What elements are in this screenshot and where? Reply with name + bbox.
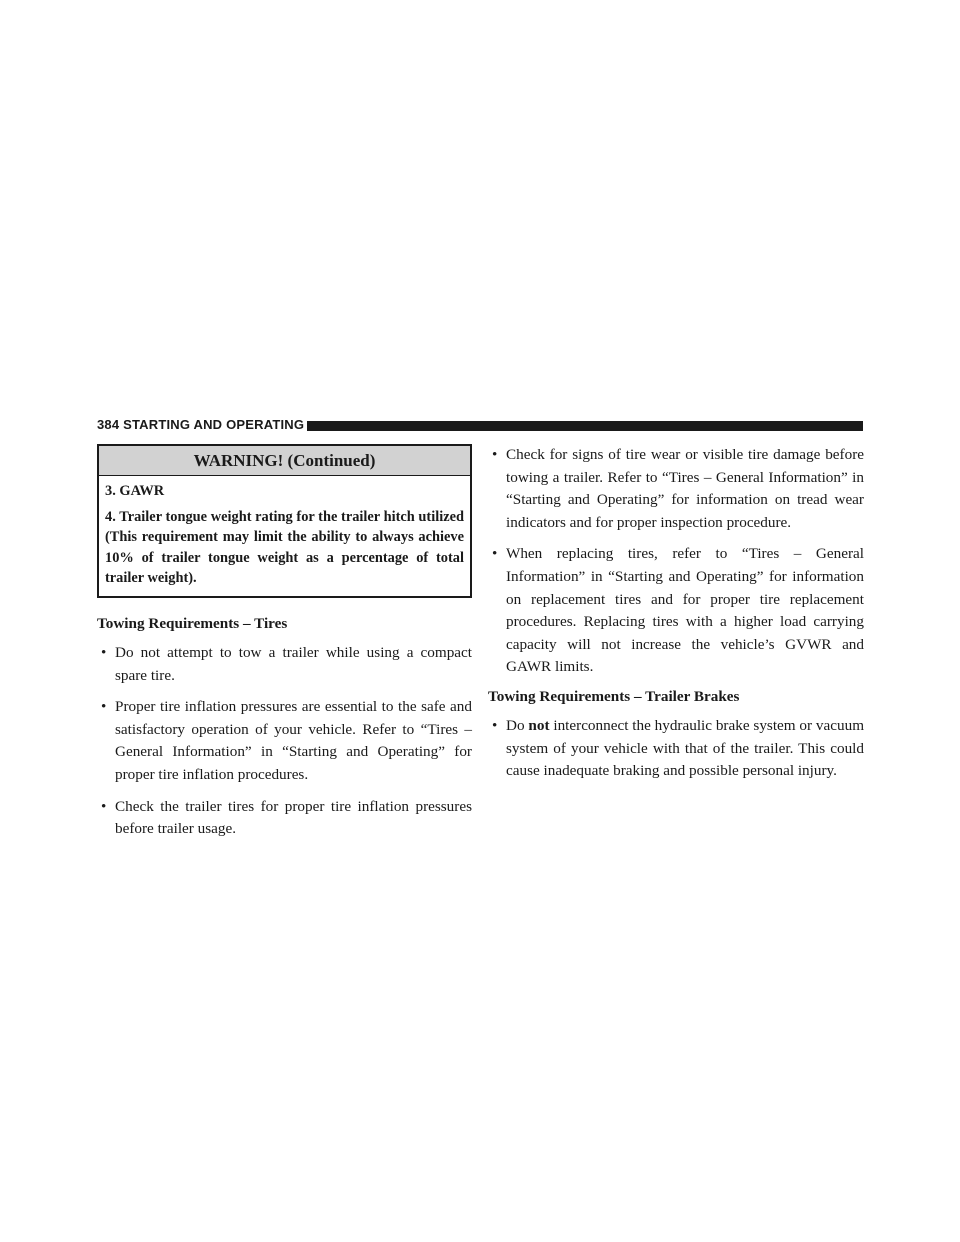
bullet-icon: •	[101, 797, 107, 815]
bullet-text: Do not attempt to tow a trailer while using a compact spare tire.	[115, 643, 472, 684]
page-header	[97, 416, 863, 432]
bullet-item	[97, 642, 472, 687]
bullet-icon: •	[492, 545, 498, 563]
bullet-icon: •	[492, 716, 498, 734]
bullet-item	[97, 696, 472, 786]
bullet-icon: •	[492, 446, 498, 463]
tires-section-heading: Towing Requirements – Tires	[97, 614, 288, 632]
left-column	[97, 444, 472, 850]
warning-title: WARNING! (Continued)	[99, 446, 470, 476]
warning-body	[99, 476, 470, 596]
header-rule	[307, 421, 863, 431]
tires-bullet-list-continued	[488, 444, 864, 679]
bullet-item	[488, 543, 864, 679]
bullet-text: When replacing tires, refer to “Tires – General Information” in “Starting and Operating” for information on replacement tires and for proper tire replacement procedures. Replacing tires with a higher load carrying capacity will not increase the vehicle’s GVWR and GAWR limits.	[506, 545, 864, 676]
bullet-text: Check for signs of tire wear or visible tire damage before towing a trailer. Refer to “Tires – General Information” in “Starting and Operating” for information on tread wear indicators and for proper inspection procedure.	[506, 446, 864, 531]
bullet-prefix: Do	[506, 716, 525, 734]
bullet-item	[488, 715, 864, 783]
bullet-icon: •	[101, 698, 107, 716]
brakes-section-heading: Towing Requirements – Trailer Brakes	[488, 687, 740, 705]
bullet-item	[488, 444, 864, 534]
right-column	[488, 444, 864, 792]
bullet-item	[97, 796, 472, 841]
bullet-emphasis: not	[528, 716, 550, 734]
bullet-text: Check the trailer tires for proper tire inflation pressures before trailer usage.	[115, 797, 472, 838]
warning-box	[97, 444, 472, 598]
bullet-text: interconnect the hydraulic brake system or vacuum system of your vehicle with that of the trailer. This could cause inadequate braking and possible personal injury.	[506, 716, 865, 780]
bullet-icon: •	[101, 643, 107, 661]
bullet-text: Proper tire inflation pressures are essential to the safe and satisfactory operation of your vehicle. Refer to “Tires – General Information” in “Starting and Operating” for proper tire inflation procedures.	[115, 698, 472, 783]
brakes-bullet-list	[488, 715, 864, 783]
page-number-label: 384 STARTING AND OPERATING	[97, 417, 305, 432]
tires-bullet-list	[97, 642, 472, 841]
warning-item: 3. GAWR	[105, 483, 165, 499]
warning-item: 4. Trailer tongue weight rating for the trailer hitch utilized (This requirement may limit the ability to always achieve 10% of trailer tongue weight as a percentage of total trailer weight).	[105, 508, 464, 587]
